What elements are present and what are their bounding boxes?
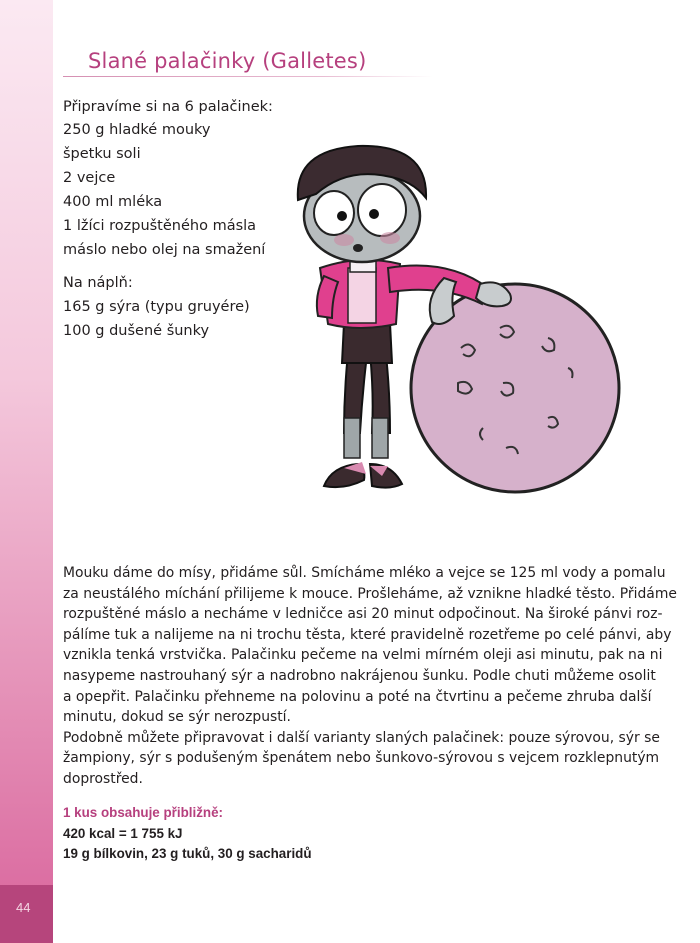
ingredient-item: 400 ml mléka [63,194,163,210]
instruction-line: nasypeme nastrouhaný sýr a nadrobno nakrájenou šunku. Podle chuti můžeme osolit [63,667,656,684]
page-sidebar [0,0,53,943]
cartoon-illustration [258,128,628,508]
nutrition-box [63,803,312,865]
filling-item: 165 g sýra (typu gruyére) [63,299,250,315]
filling-heading: Na náplň: [63,275,133,291]
ingredient-item: 250 g hladké mouky [63,122,211,138]
instructions-text [63,563,677,790]
instruction-line: a opepřit. Palačinku přehneme na polovinu a poté na čtvrtinu a pečeme zhruba další [63,688,652,705]
instruction-line: Podobně můžete připravovat i další varianty slaných palačinek: pouze sýrovou, sýr se [63,729,660,746]
instruction-line: za neustálého míchání přilijeme k mouce. Prošleháme, až vznikne hladké těsto. Přidáme [63,585,677,602]
ingredient-item: 2 vejce [63,170,116,186]
ingredient-item: špetku soli [63,146,141,162]
instruction-line: rozpuštěné máslo a necháme v ledničce asi 20 minut odpočinout. Na široké pánvi roz- [63,606,663,623]
recipe-title: Slané palačinky (Galletes) [88,49,367,73]
page-number: 44 [16,900,31,915]
instruction-line: doprostřed. [63,770,143,787]
title-underline [63,76,433,77]
instruction-line: minutu, dokud se sýr nerozpustí. [63,709,291,726]
filling-item: 100 g dušené šunky [63,323,210,339]
nutrition-energy: 420 kcal = 1 755 kJ [63,825,183,841]
instruction-line: pálíme tuk a nalijeme na ni trochu těsta, které pravidelně rozetřeme po celé pánvi, aby [63,626,672,643]
nutrition-heading: 1 kus obsahuje přibližně: [63,805,223,820]
instruction-line: žampiony, sýr s podušeným špenátem nebo šunkovo-sýrovou s vejcem rozklepnutým [63,750,660,767]
nutrition-macros: 19 g bílkovin, 23 g tuků, 30 g sacharidů [63,846,312,861]
filling-list [63,295,250,343]
ingredient-item: máslo nebo olej na smažení [63,242,266,258]
instruction-line: Mouku dáme do mísy, přidáme sůl. Smícháme mléko a vejce se 125 ml vody a pomalu [63,565,666,581]
ingredients-heading: Připravíme si na 6 palačinek: [63,99,273,115]
instruction-line: vznikla tenká vrstvička. Palačinku pečeme na velmi mírném oleji asi minutu, pak na ni [63,647,663,664]
ingredient-item: 1 lžíci rozpuštěného másla [63,218,257,234]
ingredients-list [63,118,265,262]
